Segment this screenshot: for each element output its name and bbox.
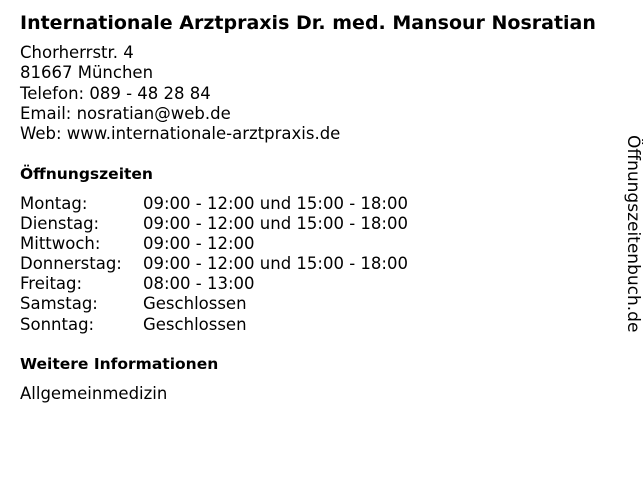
hours-value: Geschlossen — [143, 294, 247, 314]
hours-value: Geschlossen — [143, 314, 247, 334]
hours-row-wednesday — [20, 234, 408, 254]
email-address: Email: nosratian@web.de — [20, 103, 231, 123]
weekday-label: Sonntag: — [20, 314, 95, 334]
hours-value: 09:00 - 12:00 — [143, 234, 255, 254]
practice-name: Internationale Arztpraxis Dr. med. Mansour Nosratian — [20, 12, 596, 34]
hours-value: 09:00 - 12:00 und 15:00 - 18:00 — [143, 214, 408, 234]
website: Web: www.internationale-arztpraxis.de — [20, 124, 341, 144]
brand-watermark: Öffnungszeitenbuch.de — [623, 135, 643, 333]
more-info-heading: Weitere Informationen — [20, 355, 219, 373]
hours-value: 08:00 - 13:00 — [143, 274, 255, 294]
hours-row-tuesday — [20, 214, 408, 234]
hours-row-friday — [20, 274, 408, 294]
opening-hours-table — [20, 194, 408, 335]
postal-city: 81667 München — [20, 63, 154, 83]
weekday-label: Montag: — [20, 194, 88, 213]
weekday-label: Samstag: — [20, 294, 98, 314]
hours-row-saturday — [20, 294, 408, 314]
specialty-text: Allgemeinmedizin — [20, 384, 168, 403]
weekday-label: Mittwoch: — [20, 234, 101, 254]
hours-value: 09:00 - 12:00 und 15:00 - 18:00 — [143, 254, 408, 274]
hours-row-thursday — [20, 254, 408, 274]
opening-hours-heading: Öffnungszeiten — [20, 165, 153, 183]
address-block — [20, 43, 340, 144]
phone-number: Telefon: 089 - 48 28 84 — [20, 83, 211, 103]
hours-row-monday — [20, 194, 408, 214]
hours-row-sunday — [20, 315, 408, 335]
weekday-label: Donnerstag: — [20, 254, 122, 274]
weekday-label: Freitag: — [20, 274, 83, 294]
street-address: Chorherrstr. 4 — [20, 43, 134, 62]
weekday-label: Dienstag: — [20, 214, 100, 234]
hours-value: 09:00 - 12:00 und 15:00 - 18:00 — [143, 194, 408, 213]
